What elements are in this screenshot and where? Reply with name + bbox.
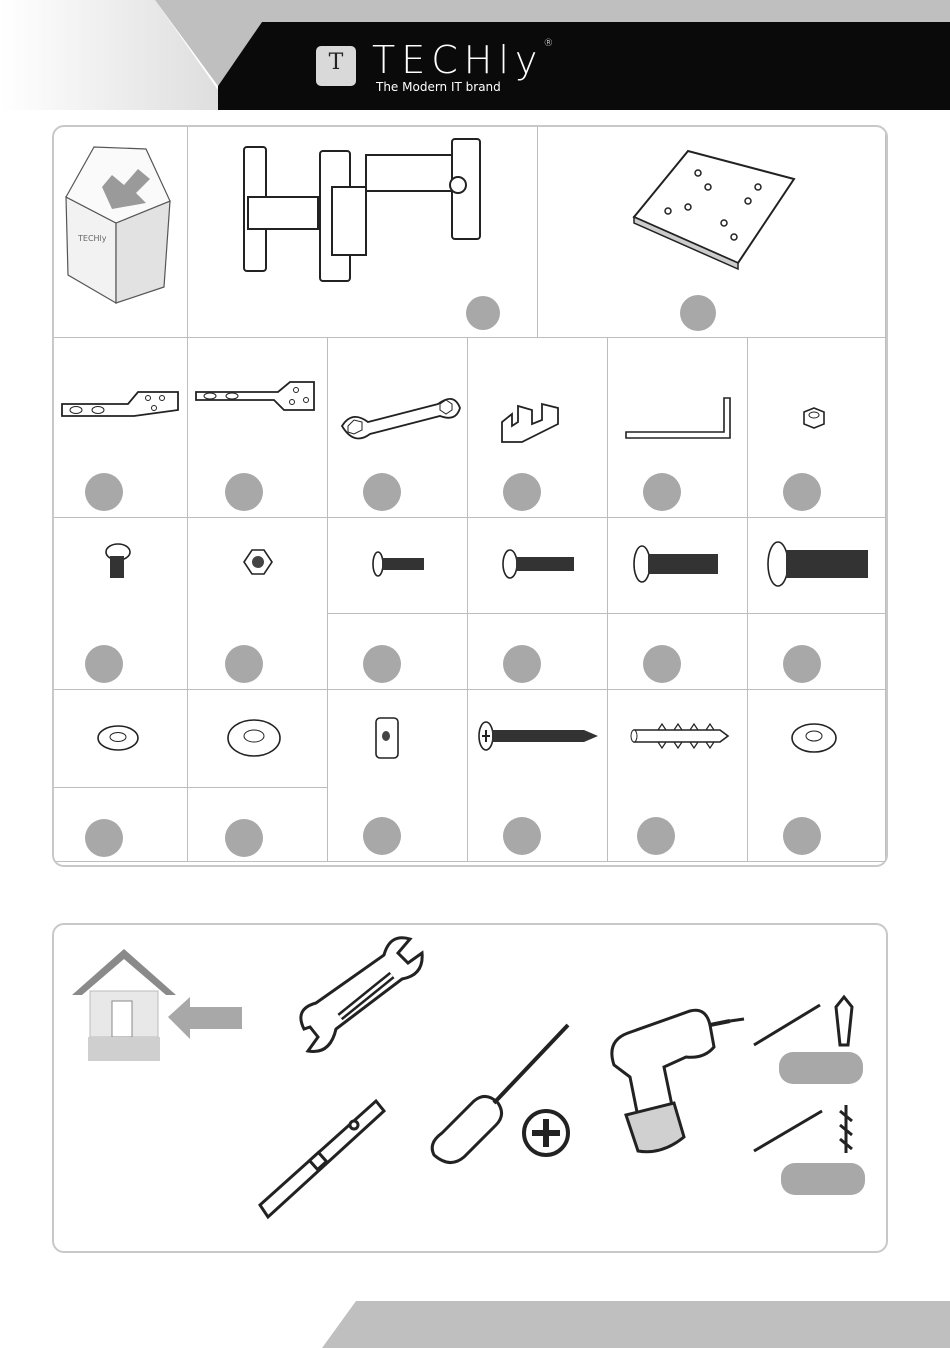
- label-dot: [637, 817, 675, 855]
- box-brand-text: TECHly: [78, 234, 107, 243]
- cell-wall-arm: [188, 127, 538, 338]
- cell-wall-plug: [608, 690, 748, 862]
- spirit-level-icon: [260, 1101, 384, 1217]
- label-dot: [85, 645, 123, 683]
- label-dot: [783, 473, 821, 511]
- screw-icon: [748, 518, 886, 614]
- cell-bracket-2: [188, 338, 328, 518]
- screw-icon: [328, 518, 468, 614]
- cell-allen-key: [608, 338, 748, 518]
- washer-icon: [748, 690, 886, 862]
- label-dot: [503, 645, 541, 683]
- label-dot: [225, 819, 263, 857]
- bit-size-badge-2: [781, 1163, 865, 1195]
- cell-spanner: [328, 338, 468, 518]
- label-dot: [643, 645, 681, 683]
- label-dot: [503, 473, 541, 511]
- cell-nut: [748, 338, 886, 518]
- cell-short-screw: [54, 518, 188, 690]
- brand-logo: [310, 38, 570, 102]
- cell-screw-m6-label: [608, 614, 748, 690]
- label-dot: [680, 295, 716, 331]
- label-dot: [363, 473, 401, 511]
- cell-screw-m5: [468, 518, 608, 614]
- label-dot: [85, 473, 123, 511]
- cell-screw-m5-label: [468, 614, 608, 690]
- tools-illustration: [54, 925, 886, 1251]
- label-dot: [225, 645, 263, 683]
- flat-bracket-icon: [188, 338, 328, 518]
- cell-washer-small: [54, 690, 188, 788]
- cell-washer-medium: [748, 690, 886, 862]
- washer-icon: [188, 690, 328, 788]
- label-dot: [363, 817, 401, 855]
- wall-plug-icon: [608, 690, 748, 862]
- washer-icon: [54, 690, 188, 788]
- cell-washer-large: [188, 690, 328, 788]
- package-contents-panel: [52, 125, 888, 867]
- cell-washer-large-label: [188, 788, 328, 862]
- label-dot: [783, 817, 821, 855]
- cell-washer-small-label: [54, 788, 188, 862]
- cable-clip-icon: [468, 338, 608, 518]
- label-dot: [225, 473, 263, 511]
- power-drill-icon: [612, 1010, 744, 1151]
- vesa-plate-icon: [538, 127, 886, 338]
- cell-lag-bolt: [468, 690, 608, 862]
- cell-bracket-1: [54, 338, 188, 518]
- lag-bolt-icon: [468, 690, 608, 862]
- cell-box: [54, 127, 188, 338]
- label-dot: [783, 645, 821, 683]
- screw-icon: [608, 518, 748, 614]
- cell-screw-m4-label: [328, 614, 468, 690]
- label-dot: [643, 473, 681, 511]
- phillips-plus-icon: [524, 1111, 568, 1155]
- bit-size-badge-1: [779, 1052, 863, 1084]
- logo-mark-icon: T: [316, 46, 356, 86]
- spanner-icon: [328, 338, 468, 518]
- wrench-icon: [301, 938, 422, 1052]
- brand-wordmark: TECHly®: [372, 38, 554, 82]
- cell-vesa-plate: [538, 127, 886, 338]
- cell-wing-nut: [188, 518, 328, 690]
- label-dot: [466, 296, 500, 330]
- house-arrow-icon: [72, 949, 242, 1061]
- footer-bar: [322, 1301, 950, 1348]
- cell-screw-m8-label: [748, 614, 886, 690]
- label-dot: [503, 817, 541, 855]
- cell-spacer: [328, 690, 468, 862]
- screw-icon: [468, 518, 608, 614]
- cell-cable-clip: [468, 338, 608, 518]
- spacer-icon: [328, 690, 468, 862]
- label-dot: [85, 819, 123, 857]
- cell-screw-m4: [328, 518, 468, 614]
- wing-nut-icon: [188, 518, 328, 690]
- package-box-icon: [54, 127, 188, 338]
- tools-panel: [52, 923, 888, 1253]
- screw-icon: [54, 518, 188, 690]
- brand-tagline: The Modern IT brand: [376, 80, 501, 94]
- cell-screw-m8: [748, 518, 886, 614]
- cell-screw-m6: [608, 518, 748, 614]
- articulating-arm-icon: [188, 127, 538, 338]
- hex-nut-icon: [748, 338, 886, 518]
- label-dot: [363, 645, 401, 683]
- flat-bracket-icon: [54, 338, 188, 518]
- allen-key-icon: [608, 338, 748, 518]
